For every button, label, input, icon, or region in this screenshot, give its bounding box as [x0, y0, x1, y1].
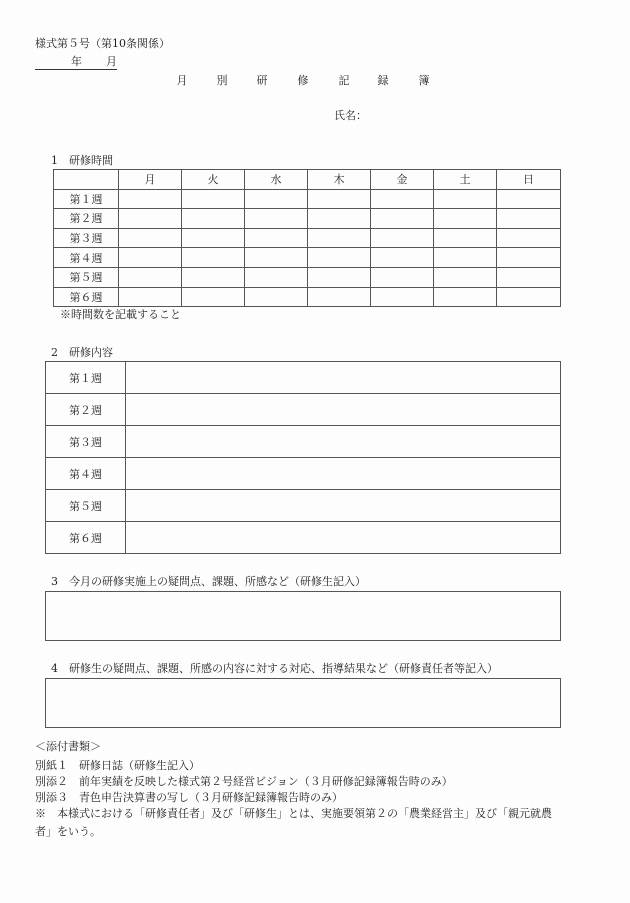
attachment-item: 別紙１ 研修日誌（研修生記入） [35, 759, 200, 772]
hours-cell[interactable] [182, 287, 245, 307]
hours-cell[interactable] [371, 267, 434, 287]
table-row [54, 248, 561, 268]
title-char: 別 [216, 74, 228, 87]
hours-cell[interactable] [119, 228, 182, 248]
header-cell-mon: 月 [119, 170, 182, 190]
title-char: 修 [297, 74, 309, 87]
week-label: 第２週 [54, 209, 119, 229]
hours-cell[interactable] [245, 209, 308, 229]
hours-cell[interactable] [119, 189, 182, 209]
hours-cell[interactable] [245, 267, 308, 287]
table-row [54, 189, 561, 209]
hours-cell[interactable] [371, 209, 434, 229]
hours-cell[interactable] [182, 267, 245, 287]
hours-cell[interactable] [434, 287, 497, 307]
hours-cell[interactable] [182, 228, 245, 248]
week-label: 第１週 [54, 189, 119, 209]
hours-cell[interactable] [497, 267, 561, 287]
week-label: 第１週 [46, 362, 126, 394]
hours-cell[interactable] [119, 248, 182, 268]
hours-cell[interactable] [119, 287, 182, 307]
content-cell[interactable] [126, 394, 561, 426]
hours-cell[interactable] [245, 189, 308, 209]
hours-cell[interactable] [245, 228, 308, 248]
form-number: 様式第５号（第10条関係） [35, 37, 170, 50]
content-cell[interactable] [126, 458, 561, 490]
definition-note-continued: 者」をいう。 [35, 825, 101, 838]
name-label: 氏名： [334, 109, 367, 122]
table-row [46, 394, 561, 426]
hours-note: ※時間数を記載すること [60, 308, 181, 321]
hours-cell[interactable] [434, 209, 497, 229]
header-cell-sat: 土 [434, 170, 497, 190]
supervisor-response-box[interactable] [45, 678, 561, 728]
hours-cell[interactable] [371, 228, 434, 248]
title-char: 研 [256, 74, 268, 87]
hours-cell[interactable] [308, 209, 371, 229]
attachment-item: 別添２ 前年実績を反映した様式第２号経営ビジョン（３月研修記録簿報告時のみ） [35, 775, 453, 788]
table-row [46, 458, 561, 490]
header-cell [54, 170, 119, 190]
week-label: 第６週 [54, 287, 119, 307]
hours-cell[interactable] [308, 248, 371, 268]
hours-cell[interactable] [434, 267, 497, 287]
title-char: 簿 [418, 74, 430, 87]
table-row [54, 287, 561, 307]
trainee-comments-box[interactable] [45, 591, 561, 641]
month-label: 月 [106, 55, 117, 68]
hours-cell[interactable] [308, 267, 371, 287]
definition-note: ※ 本様式における「研修責任者」及び「研修生」とは、実施要領第２の「農業経営主」及び「親元就農 [35, 807, 552, 820]
hours-cell[interactable] [119, 209, 182, 229]
week-label: 第３週 [46, 426, 126, 458]
hours-cell[interactable] [119, 267, 182, 287]
week-label: 第３週 [54, 228, 119, 248]
content-cell[interactable] [126, 522, 561, 554]
hours-cell[interactable] [245, 248, 308, 268]
title-char: 記 [338, 74, 350, 87]
hours-cell[interactable] [182, 209, 245, 229]
hours-cell[interactable] [182, 248, 245, 268]
section3-heading: 3 今月の研修実施上の疑問点、課題、所感など（研修生記入） [51, 575, 366, 588]
training-content-table [45, 361, 561, 554]
table-row [54, 228, 561, 248]
hours-cell[interactable] [434, 248, 497, 268]
attachments-heading: ＜添付書類＞ [35, 740, 101, 753]
hours-cell[interactable] [497, 228, 561, 248]
attachment-item: 別添３ 青色申告決算書の写し（３月研修記録簿報告時のみ） [35, 791, 343, 804]
header-cell-sun: 日 [497, 170, 561, 190]
training-hours-table [53, 169, 561, 307]
week-label: 第４週 [54, 248, 119, 268]
table-row [46, 426, 561, 458]
hours-cell[interactable] [497, 189, 561, 209]
week-label: 第５週 [54, 267, 119, 287]
week-label: 第６週 [46, 522, 126, 554]
hours-cell[interactable] [308, 228, 371, 248]
table-row [46, 522, 561, 554]
header-cell-tue: 火 [182, 170, 245, 190]
content-cell[interactable] [126, 362, 561, 394]
section1-heading: 1 研修時間 [51, 154, 113, 167]
year-label: 年 [71, 55, 82, 68]
page-title [0, 75, 630, 89]
hours-cell[interactable] [497, 287, 561, 307]
year-month-field[interactable] [35, 56, 117, 70]
content-cell[interactable] [126, 490, 561, 522]
hours-cell[interactable] [434, 228, 497, 248]
week-label: 第５週 [46, 490, 126, 522]
hours-cell[interactable] [245, 287, 308, 307]
section2-heading: 2 研修内容 [51, 346, 113, 359]
hours-cell[interactable] [182, 189, 245, 209]
title-char: 録 [377, 74, 389, 87]
table-row [46, 490, 561, 522]
hours-cell[interactable] [308, 287, 371, 307]
hours-cell[interactable] [371, 248, 434, 268]
header-cell-wed: 水 [245, 170, 308, 190]
week-label: 第２週 [46, 394, 126, 426]
hours-cell[interactable] [497, 248, 561, 268]
hours-cell[interactable] [434, 189, 497, 209]
section4-heading: 4 研修生の疑問点、課題、所感の内容に対する対応、指導結果など（研修責任者等記入） [51, 662, 498, 675]
week-label: 第４週 [46, 458, 126, 490]
header-cell-fri: 金 [371, 170, 434, 190]
hours-cell[interactable] [371, 287, 434, 307]
table-row [54, 267, 561, 287]
content-cell[interactable] [126, 426, 561, 458]
table-row [46, 362, 561, 394]
hours-cell[interactable] [497, 209, 561, 229]
hours-cell[interactable] [371, 189, 434, 209]
hours-cell[interactable] [308, 189, 371, 209]
title-char: 月 [176, 74, 188, 87]
table-header-row [54, 170, 561, 190]
header-cell-thu: 木 [308, 170, 371, 190]
table-row [54, 209, 561, 229]
